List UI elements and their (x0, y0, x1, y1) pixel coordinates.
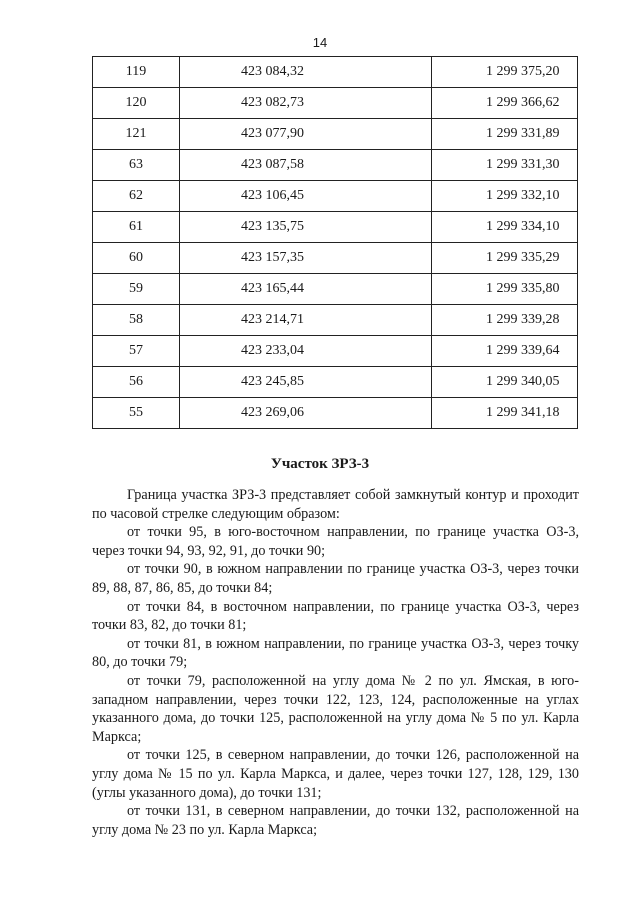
paragraph: от точки 131, в северном направлении, до точки 132, расположенной на углу дома № 23 по ул. Карла Маркса; (92, 803, 579, 838)
paragraph: от точки 79, расположенной на углу дома № 2 по ул. Ямская, в юго-западном направлении, через точки 122, 123, 124, расположенные на углах указанного дома, до точки 125, расположенной на углу дома № 5 по ул. Карла Маркса; (92, 672, 579, 745)
x-coordinate-cell: 423 077,90 (180, 119, 432, 150)
x-coordinate-cell: 423 165,44 (180, 274, 432, 305)
paragraph: от точки 84, в восточном направлении, по границе участка ОЗ-3, через точки 83, 82, до точки 81; (92, 598, 579, 634)
point-number-cell: 58 (93, 305, 180, 336)
x-coordinate-cell: 423 245,85 (180, 367, 432, 398)
paragraph: от точки 125, в северном направлении, до точки 126, расположенной на углу дома № 15 по ул. Карла Маркса, и далее, через точки 127, 128, 129, 130 (углы указанного дома), до точки 131; (92, 747, 579, 801)
table-row (93, 274, 578, 305)
point-number-cell: 61 (93, 212, 180, 243)
y-coordinate-cell: 1 299 375,20 (432, 57, 578, 88)
y-coordinate-cell: 1 299 339,64 (432, 336, 578, 367)
table-row (93, 212, 578, 243)
table-row (93, 181, 578, 212)
x-coordinate-cell: 423 135,75 (180, 212, 432, 243)
x-coordinate-cell: 423 214,71 (180, 305, 432, 336)
y-coordinate-cell: 1 299 339,28 (432, 305, 578, 336)
x-coordinate-cell: 423 233,04 (180, 336, 432, 367)
paragraph: от точки 90, в южном направлении по границе участка ОЗ-3, через точки 89, 88, 87, 86, 85, до точки 84; (92, 561, 579, 596)
point-number-cell: 119 (93, 57, 180, 88)
y-coordinate-cell: 1 299 335,29 (432, 243, 578, 274)
y-coordinate-cell: 1 299 331,30 (432, 150, 578, 181)
y-coordinate-cell: 1 299 335,80 (432, 274, 578, 305)
table-row (93, 305, 578, 336)
y-coordinate-cell: 1 299 366,62 (432, 88, 578, 119)
y-coordinate-cell: 1 299 334,10 (432, 212, 578, 243)
point-number-cell: 60 (93, 243, 180, 274)
x-coordinate-cell: 423 084,32 (180, 57, 432, 88)
coordinates-table (92, 56, 578, 429)
table-row (93, 398, 578, 429)
table-row (93, 57, 578, 88)
point-number-cell: 62 (93, 181, 180, 212)
y-coordinate-cell: 1 299 341,18 (432, 398, 578, 429)
paragraph: Граница участка ЗРЗ-3 представляет собой замкнутый контур и проходит по часовой стрелке следующим образом: (92, 487, 579, 522)
paragraph: от точки 95, в юго-восточном направлении, по границе участка ОЗ-3, через точки 94, 93, 92, 91, до точки 90; (92, 524, 579, 559)
page-number: 14 (312, 35, 328, 50)
y-coordinate-cell: 1 299 340,05 (432, 367, 578, 398)
x-coordinate-cell: 423 087,58 (180, 150, 432, 181)
x-coordinate-cell: 423 106,45 (180, 181, 432, 212)
table-row (93, 150, 578, 181)
point-number-cell: 57 (93, 336, 180, 367)
body-text (92, 486, 579, 839)
paragraph: от точки 81, в южном направлении, по границе участка ОЗ-3, через точку 80, до точки 79; (92, 635, 579, 671)
x-coordinate-cell: 423 157,35 (180, 243, 432, 274)
table-row (93, 243, 578, 274)
y-coordinate-cell: 1 299 332,10 (432, 181, 578, 212)
x-coordinate-cell: 423 269,06 (180, 398, 432, 429)
section-title: Участок ЗРЗ-3 (270, 456, 370, 472)
point-number-cell: 63 (93, 150, 180, 181)
point-number-cell: 121 (93, 119, 180, 150)
y-coordinate-cell: 1 299 331,89 (432, 119, 578, 150)
x-coordinate-cell: 423 082,73 (180, 88, 432, 119)
point-number-cell: 55 (93, 398, 180, 429)
table-row (93, 119, 578, 150)
table-row (93, 367, 578, 398)
table-row (93, 336, 578, 367)
table-row (93, 88, 578, 119)
point-number-cell: 120 (93, 88, 180, 119)
point-number-cell: 59 (93, 274, 180, 305)
point-number-cell: 56 (93, 367, 180, 398)
